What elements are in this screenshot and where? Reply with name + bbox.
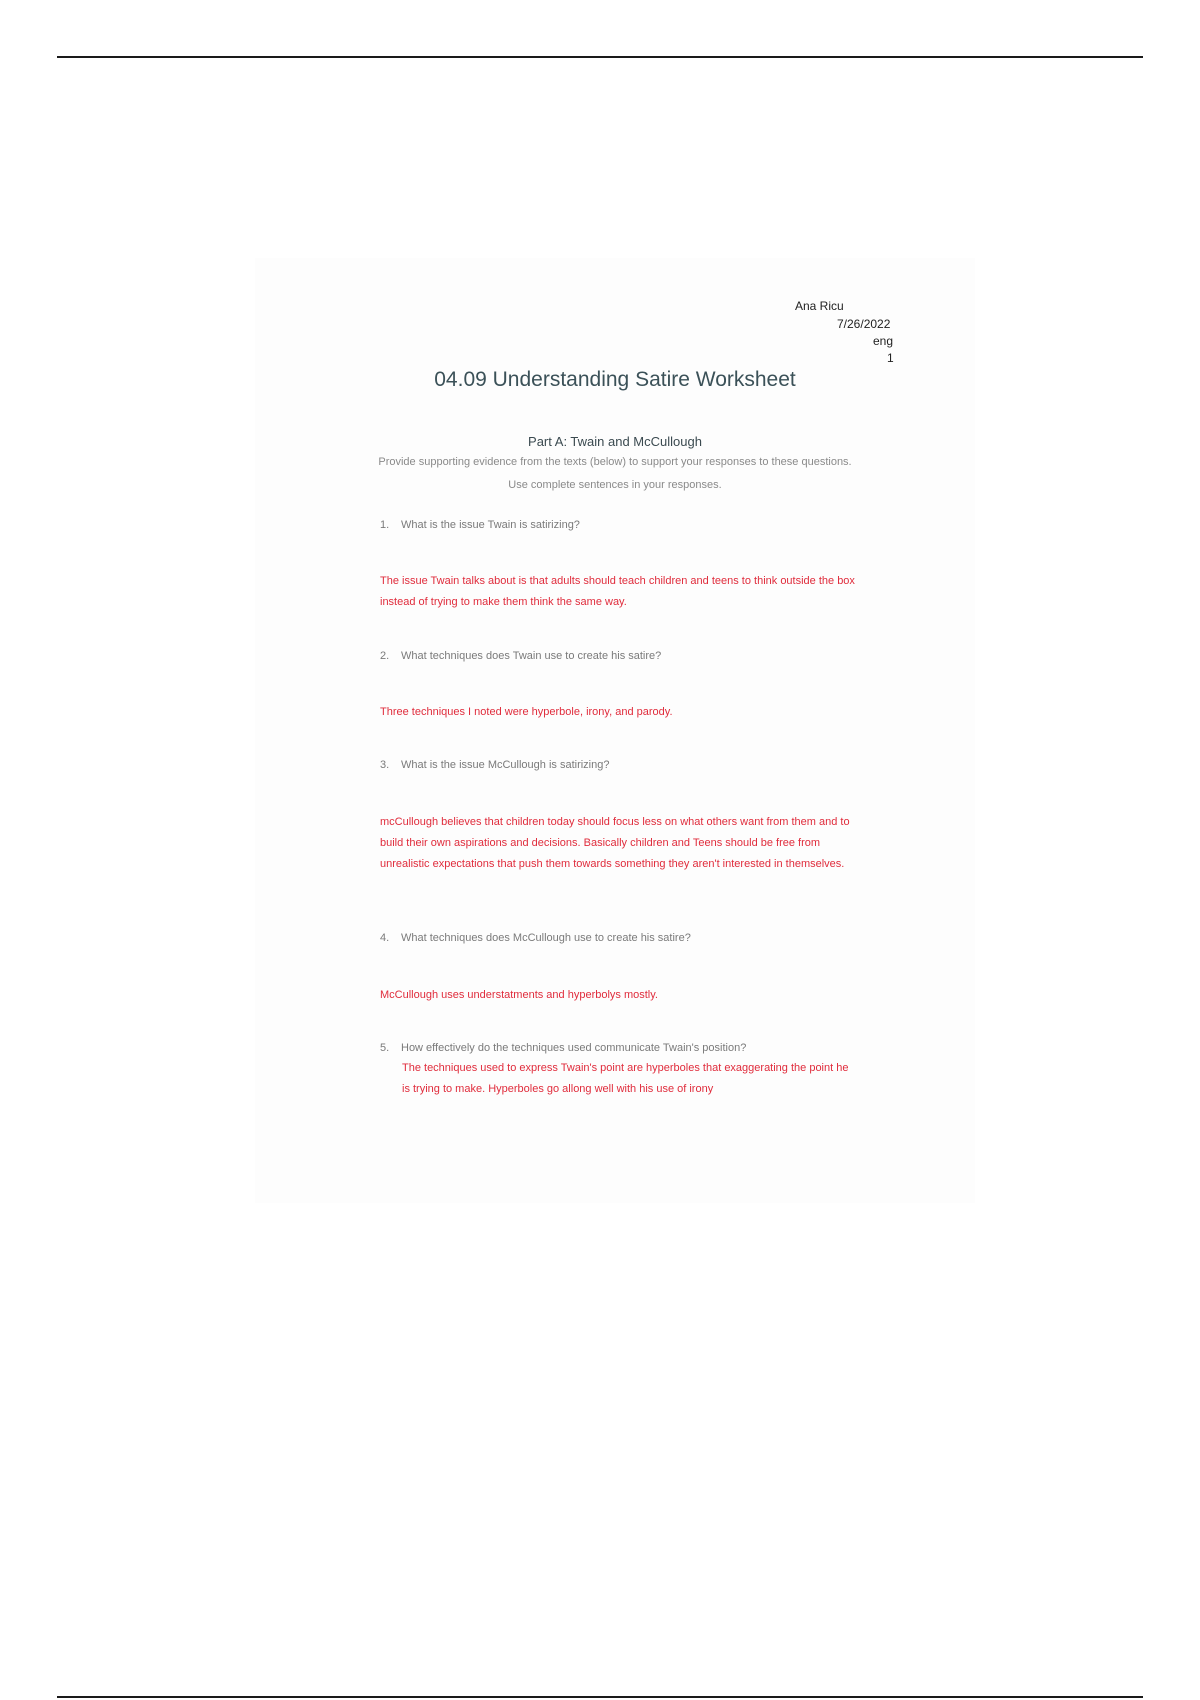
question-text: What techniques does Twain use to create his satire? [401, 650, 662, 662]
question-text: What techniques does McCullough use to create his satire? [401, 932, 691, 944]
header-number: 1 [887, 351, 894, 365]
student-name: Ana Ricu [795, 299, 844, 313]
answer-2: Three techniques I noted were hyperbole, irony, and parody. [380, 706, 673, 718]
answer-1: The issue Twain talks about is that adults should teach children and teens to think outside the box instead of trying to make them think the same way. [380, 575, 855, 608]
header-date: 7/26/2022 [837, 317, 891, 331]
top-rule [57, 56, 1143, 58]
question-5 [380, 1041, 746, 1055]
question-number: 4. [380, 932, 390, 944]
instruction-line-1: Provide supporting evidence from the texts (below) to support your responses to these questions. [378, 456, 852, 468]
answer-3: mcCullough believes that children today should focus less on what others want from them and to build their own aspirations and decisions. Basically children and Teens should be free from unrealistic expectations that push them towards something they aren't interested in themselves. [380, 816, 850, 870]
question-text: How effectively do the techniques used communicate Twain's position? [401, 1042, 747, 1054]
question-number: 5. [380, 1042, 390, 1054]
question-3 [380, 758, 609, 772]
bottom-rule [57, 1696, 1143, 1698]
header-course: eng [873, 334, 894, 348]
question-1 [380, 518, 580, 532]
question-4 [380, 931, 691, 945]
question-number: 1. [380, 519, 390, 531]
document-page [255, 258, 975, 1203]
question-number: 3. [380, 759, 390, 771]
question-text: What is the issue McCullough is satirizing? [401, 759, 610, 771]
question-2 [380, 649, 661, 663]
answer-5: The techniques used to express Twain's point are hyperboles that exaggerating the point he is trying to make. Hyperboles go allong well with his use of irony [402, 1062, 849, 1095]
worksheet-title: 04.09 Understanding Satire Worksheet [434, 368, 796, 391]
answer-4: McCullough uses understatments and hyperbolys mostly. [380, 989, 658, 1001]
question-text: What is the issue Twain is satirizing? [401, 519, 580, 531]
question-number: 2. [380, 650, 390, 662]
instruction-line-2: Use complete sentences in your responses. [508, 479, 722, 491]
part-title: Part A: Twain and McCullough [528, 434, 702, 449]
